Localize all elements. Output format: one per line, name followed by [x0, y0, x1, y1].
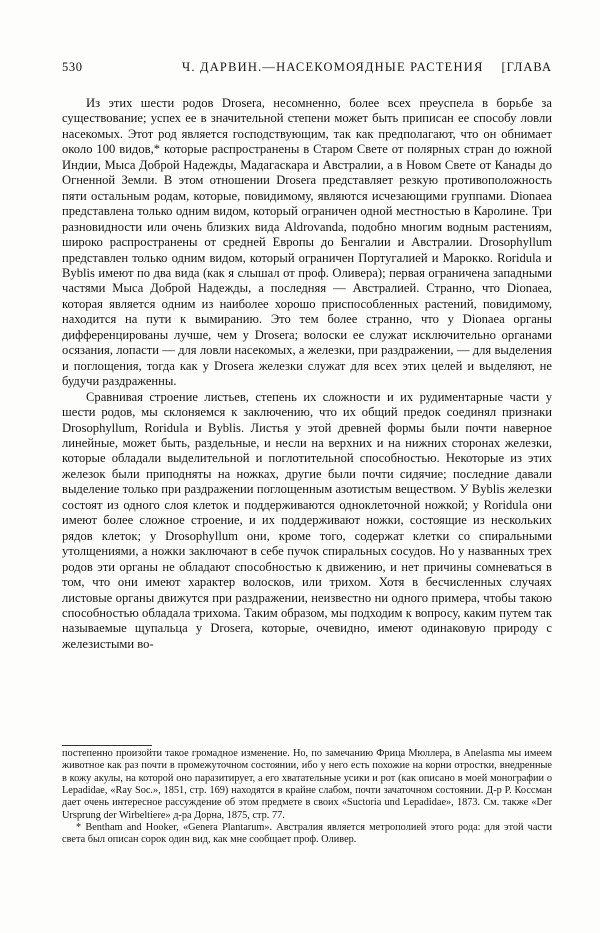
chapter-label: [ГЛАВА — [501, 60, 552, 74]
footnote-continued: постепенно произойти такое громадное изменение. Но, по замечанию Фрица Мюллера, в Anelasma мы имеем животное как раз почти в промежуточном состоянии, ибо у него есть похожие на корни отростки, внедренные в кожу акулы, на которой оно паразитирует, а его хватательные усики и рот (как описано в моей монографии о Lepadidae, «Ray Soc.», 1851, стр. 169) находятся в крайне слабом, почти зачаточном состоянии. Д-р Р. Коссман дает очень интересное рассуждение об этом предмете в своих «Suctoria und Lepadidae», 1873. См. также «Der Ursprung der Wirbeltiere» д-ра Дорна, 1875, стр. 77. — [62, 748, 552, 821]
page-header — [62, 60, 552, 76]
footnote-divider — [62, 745, 152, 746]
footnote-star: * Bentham and Hooker, «Genera Plantarum». Австралия является метрополией этого рода: для этой части света был описан сорок один вид, как мне сообщает проф. Оливер. — [62, 822, 552, 846]
paragraph-2: Сравнивая строение листьев, степень их сложности и их рудиментарные части у шести родов, мы склоняемся к заключению, что их общий предок соединял признаки Drosophyllum, Roridula и Byblis. Листья у этой древней формы были почти наверное линейные, может быть, раздельные, и несли на верхних и на нижних сторонах железки, которые обладали выделительной и поглотительной способностью. Некоторые из этих железок были приподняты на ножках, другие были почти сидячие; последние давали выделение только при раздражении поглощенным азотистым веществом. У Byblis железки состоят из одного слоя клеток и поддерживаются одноклеточной ножкой; у Roridula они имеют более сложное строение, и их поддерживают ножки, состоящие из нескольких рядов клеток; у Drosophyllum они, кроме того, содержат клетки со спиральными утолщениями, а ножки заключают в себе пучок спиральных сосудов. Но у названных трех родов эти органы не обладают способностью к движению, и нет причины сомневаться в том, что они имеют характер волосков, или трихом. Хотя в бесчисленных случаях листовые органы движутся при раздражении, неизвестно ни одного примера, чтобы такою способностью обладала трихома. Таким образом, мы подходим к вопросу, каким путем так называемые щупальца у Drosera, которые, очевидно, имеют одинаковую природу с железистыми во- — [62, 389, 552, 651]
footnotes — [62, 748, 552, 847]
page-number: 530 — [62, 60, 83, 74]
main-text — [62, 96, 552, 652]
running-title: Ч. ДАРВИН.—НАСЕКОМОЯДНЫЕ РАСТЕНИЯ — [182, 60, 484, 74]
paragraph-1: Из этих шести родов Drosera, несомненно, более всех преуспела в борьбе за существование; успех ее в значительной степени может быть приписан ее способу ловли насекомых. Этот род является господствующим, так как предполагают, что он обнимает около 100 видов,* которые распространены в Старом Свете от полярных стран до южной Индии, Мыса Доброй Надежды, Мадагаскара и Австралии, а в Новом Свете от Канады до Огненной Земли. В этом отношении Drosera представляет резкую противоположность пяти остальным родам, которые, повидимому, являются исчезающими группами. Dionaea представлена только одним видом, который ограничен одной местностью в Каролине. Три разновидности или очень близких вида Aldrovanda, подобно многим водным растениям, широко распространены от средней Европы до Бенгалии и Австралии. Drosophyllum представлен только одним видом, который ограничен Португалией и Марокко. Roridula и Byblis имеют по два вида (как я слышал от проф. Оливера); первая ограничена западными частями Мыса Доброй Надежды, а последняя — Австралией. Странно, что Dionaea, которая является одним из наиболее хорошо приспособленных растений, повидимому, находится на пути к вымиранию. Это тем более странно, что у Dionaea органы дифференцированы лучше, чем у Drosera; волоски ее служат исключительно органами осязания, лопасти — для ловли насекомых, а железки, при раздражении, — для выделения и поглощения, тогда как у Drosera железки служат для всех этих целей и выделяют, не будучи раздраженны. — [62, 96, 552, 389]
